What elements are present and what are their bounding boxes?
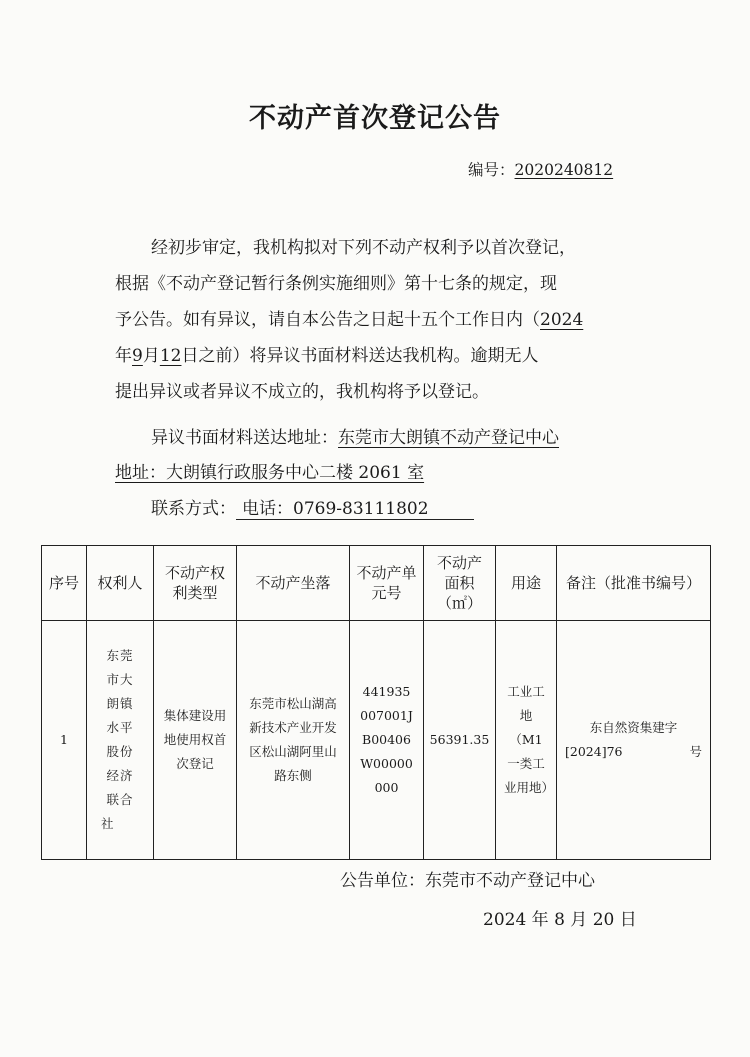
cell-usage: 工业工地（M1一类工业用地） <box>496 621 557 860</box>
header-index: 序号 <box>42 546 87 621</box>
notice-paragraph <box>115 230 635 410</box>
contact-info <box>115 494 474 520</box>
paragraph-line: 经初步审定，我机构拟对下列不动产权利予以首次登记， <box>151 238 576 258</box>
cell-area: 56391.35 <box>424 621 496 860</box>
objection-address-detail-text: 地址：大朗镇行政服务中心二楼 2061 室 <box>115 463 425 483</box>
paragraph-text: 年 <box>115 346 132 366</box>
paragraph-line: 根据《不动产登记暂行条例实施细则》第十七条的规定，现 <box>115 274 557 294</box>
cell-remark: 东自然资集建字[2024]76号 <box>557 621 711 860</box>
header-location: 不动产坐落 <box>237 546 350 621</box>
issue-date: 2024 年 8 月 20 日 <box>483 910 637 930</box>
paragraph-line: 予公告。如有异议，请自本公告之日起十五个工作日内（ <box>115 310 540 330</box>
objection-address-value: 东莞市大朗镇不动产登记中心 <box>338 428 559 448</box>
header-unit-no: 不动产单 元号 <box>350 546 424 621</box>
cell-unit-no: 441935007001JB00406W00000000 <box>350 621 424 860</box>
document-number-label: 编号： <box>468 161 515 179</box>
objection-address <box>115 423 559 448</box>
header-right-type: 不动产权 利类型 <box>154 546 237 621</box>
document-number <box>468 158 613 180</box>
deadline-day: 12 <box>159 346 182 366</box>
contact-phone: 电话：0769-83111802 <box>236 494 474 520</box>
contact-label: 联系方式： <box>151 499 236 519</box>
document-number-value: 2020240812 <box>514 161 614 179</box>
paragraph-text: 日之前）将异议书面材料送达我机构。逾期无人 <box>181 346 539 366</box>
page-title: 不动产首次登记公告 <box>249 103 501 134</box>
paragraph-line: 提出异议或者异议不成立的，我机构将予以登记。 <box>115 382 489 402</box>
cell-holder: 东莞市大朗镇水平股份经济联合社 <box>87 621 154 860</box>
header-holder: 权利人 <box>87 546 154 621</box>
deadline-year: 2024 <box>540 310 584 330</box>
objection-address-label: 异议书面材料送达地址： <box>151 428 338 448</box>
cell-right-type: 集体建设用地使用权首次登记 <box>154 621 237 860</box>
table-row <box>42 621 711 860</box>
issuer: 公告单位：东莞市不动产登记中心 <box>340 871 595 891</box>
header-area: 不动产 面积 （㎡） <box>424 546 496 621</box>
table-header-row <box>42 546 711 621</box>
header-usage: 用途 <box>496 546 557 621</box>
property-table <box>41 545 711 860</box>
cell-location: 东莞市松山湖高新技术产业开发区松山湖阿里山路东侧 <box>237 621 350 860</box>
cell-index: 1 <box>42 621 87 860</box>
paragraph-text: 月 <box>142 346 160 366</box>
objection-address-detail <box>115 458 424 483</box>
header-remark: 备注（批准书编号） <box>557 546 711 621</box>
deadline-month: 9 <box>132 346 143 366</box>
